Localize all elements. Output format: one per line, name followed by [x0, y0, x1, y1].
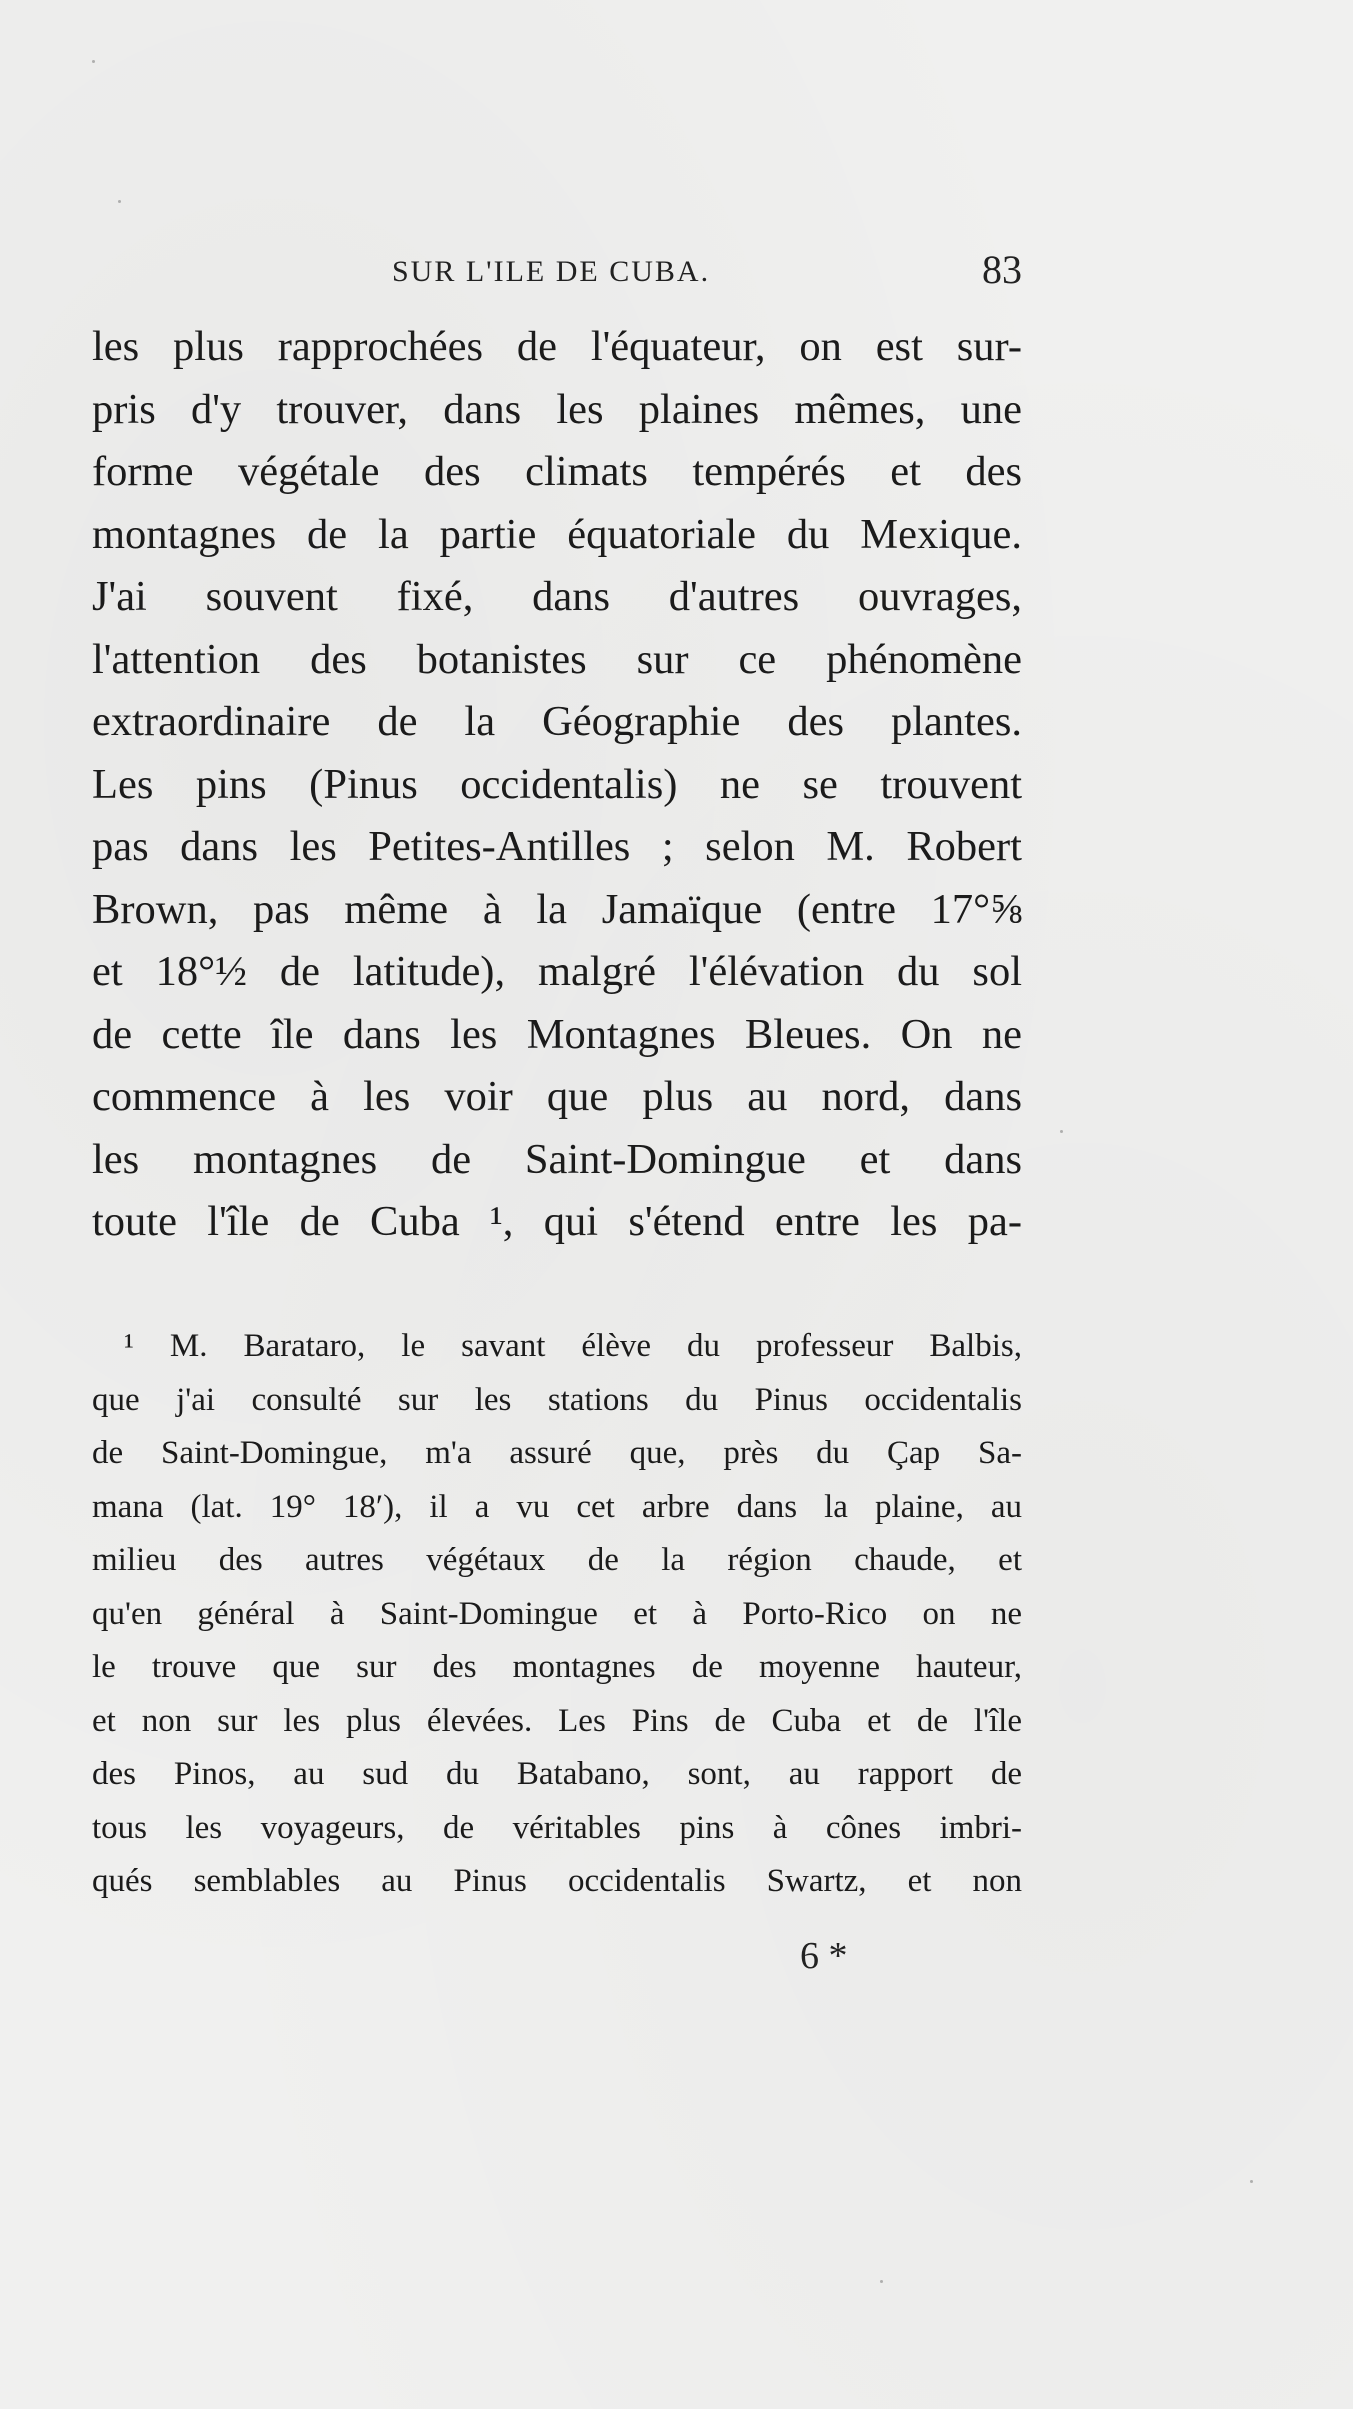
footnotes	[92, 1320, 1022, 1909]
paper-speck	[1250, 2180, 1253, 2183]
paper-speck	[1060, 1130, 1063, 1133]
signature-mark: 6 *	[800, 1935, 848, 1977]
body-text	[92, 316, 1022, 1254]
footnote-line: que j'ai consulté sur les stations du Pinus occidentalis	[92, 1381, 1022, 1418]
footnote-line: qués semblables au Pinus occidentalis Swartz, et non	[92, 1863, 1022, 1899]
paper-speck	[92, 60, 95, 63]
body-line: de cette île dans les Montagnes Bleues. On ne	[92, 1010, 1022, 1058]
body-line: Les pins (Pinus occidentalis) ne se trouvent	[92, 760, 1022, 808]
body-line: extraordinaire de la Géographie des plantes.	[92, 698, 1022, 745]
page-header	[92, 245, 1022, 293]
footnote-line: le trouve que sur des montagnes de moyenne hauteur,	[92, 1649, 1022, 1685]
footnote-line: milieu des autres végétaux de la région chaude, et	[92, 1542, 1022, 1578]
body-line: toute l'île de Cuba ¹, qui s'étend entre les pa-	[92, 1198, 1022, 1245]
footnote-line: des Pinos, au sud du Batabano, sont, au rapport de	[92, 1756, 1022, 1792]
body-line: J'ai souvent fixé, dans d'autres ouvrages,	[92, 573, 1022, 620]
body-line: forme végétale des climats tempérés et des	[92, 448, 1022, 495]
body-line: pris d'y trouver, dans les plaines mêmes, une	[92, 385, 1022, 433]
body-line: l'attention des botanistes sur ce phénomène	[92, 635, 1022, 683]
running-head: SUR L'ILE DE CUBA.	[392, 255, 711, 288]
body-line: les montagnes de Saint-Domingue et dans	[92, 1135, 1022, 1183]
footnote-line: ¹ M. Barataro, le savant élève du professeur Balbis,	[124, 1328, 1022, 1364]
paper-speck	[118, 200, 121, 203]
body-line: pas dans les Petites-Antilles ; selon M. Robert	[92, 823, 1022, 870]
footnote-line: mana (lat. 19° 18′), il a vu cet arbre dans la plaine, au	[92, 1488, 1022, 1525]
page-number: 83	[982, 247, 1022, 292]
body-line: les plus rapprochées de l'équateur, on est sur-	[92, 323, 1022, 370]
body-line: commence à les voir que plus au nord, dans	[92, 1073, 1022, 1120]
body-line: Brown, pas même à la Jamaïque (entre 17°⅝	[92, 885, 1022, 933]
paper-speck	[880, 2280, 883, 2283]
footnote-line: qu'en général à Saint-Domingue et à Porto-Rico on ne	[92, 1595, 1022, 1632]
footnote-line: tous les voyageurs, de véritables pins à cônes imbri-	[92, 1809, 1022, 1846]
body-line: montagnes de la partie équatoriale du Mexique.	[92, 510, 1022, 558]
footnote-line: de Saint-Domingue, m'a assuré que, près du Çap Sa-	[92, 1435, 1022, 1471]
body-line: et 18°½ de latitude), malgré l'élévation du sol	[92, 948, 1022, 995]
footnote-line: et non sur les plus élevées. Les Pins de Cuba et de l'île	[92, 1702, 1022, 1739]
